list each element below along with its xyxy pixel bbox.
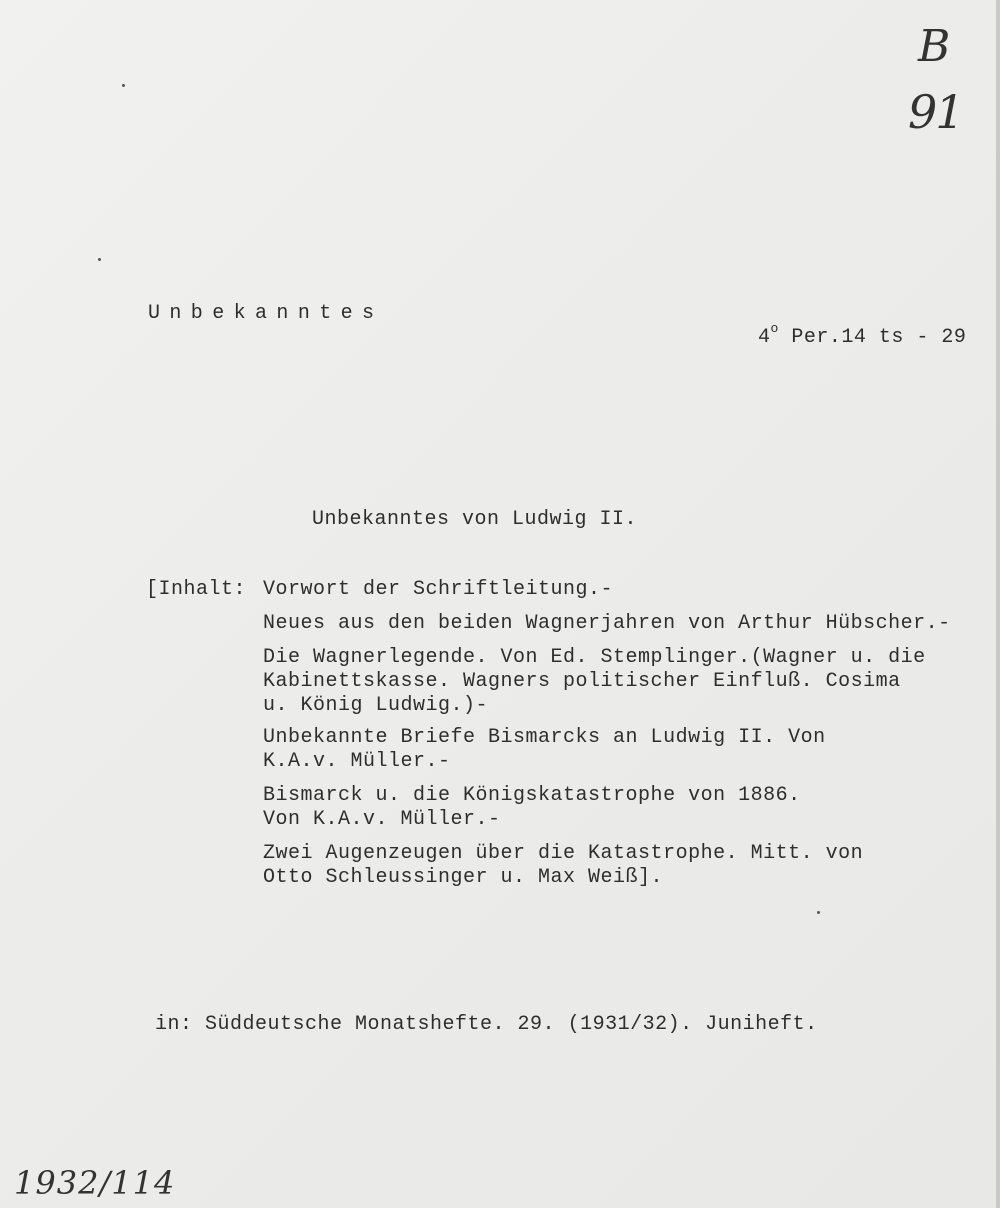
shelfmark-superscript: o — [770, 321, 779, 336]
contents-entry-1-line-1: Vorwort der Schriftleitung.- — [263, 578, 614, 601]
shelfmark — [708, 302, 966, 375]
work-title: Unbekanntes von Ludwig II. — [312, 508, 638, 531]
dust-speck — [817, 911, 820, 914]
contents-open-bracket: [ — [146, 578, 159, 601]
card-edge-shadow — [996, 0, 1000, 1208]
handwritten-accession-number: 1932/114 — [14, 1164, 176, 1202]
contents-entry-3-line-3: u. König Ludwig.)- — [263, 694, 489, 717]
contents-entry-3-line-1: Die Wagnerlegende. Von Ed. Stemplinger.(Wagner u. die — [263, 646, 926, 669]
contents-entry-4-line-1: Unbekannte Briefe Bismarcks an Ludwig II. Von — [263, 726, 826, 749]
handwritten-corner-mark-line2: 91 — [908, 85, 963, 139]
dust-speck — [122, 84, 125, 87]
shelfmark-rest: Per.14 ts - 29 — [778, 326, 967, 349]
shelfmark-prefix: 4 — [758, 326, 771, 349]
contents-label-text: Inhalt: — [158, 578, 247, 601]
dust-speck — [98, 258, 101, 261]
contents-entry-5-line-1: Bismarck u. die Königskatastrophe von 1886. — [263, 784, 801, 807]
contents-label — [146, 578, 246, 602]
contents-entry-3-line-2: Kabinettskasse. Wagners politischer Einfluß. Cosima — [263, 670, 901, 693]
contents-entry-2-line-1: Neues aus den beiden Wagnerjahren von Arthur Hübscher.- — [263, 612, 951, 635]
handwritten-corner-mark-line1: B — [918, 21, 951, 72]
contents-entry-5-line-2: Von K.A.v. Müller.- — [263, 808, 501, 831]
source-citation: in: Süddeutsche Monatshefte. 29. (1931/32). Juniheft. — [155, 1013, 818, 1036]
contents-entry-6-line-1: Zwei Augenzeugen über die Katastrophe. Mitt. von — [263, 842, 864, 865]
contents-entry-6-line-2: Otto Schleussinger u. Max Weiß]. — [263, 866, 664, 889]
contents-entry-4-line-2: K.A.v. Müller.- — [263, 750, 451, 773]
heading-keyword: Unbekanntes — [148, 302, 384, 325]
